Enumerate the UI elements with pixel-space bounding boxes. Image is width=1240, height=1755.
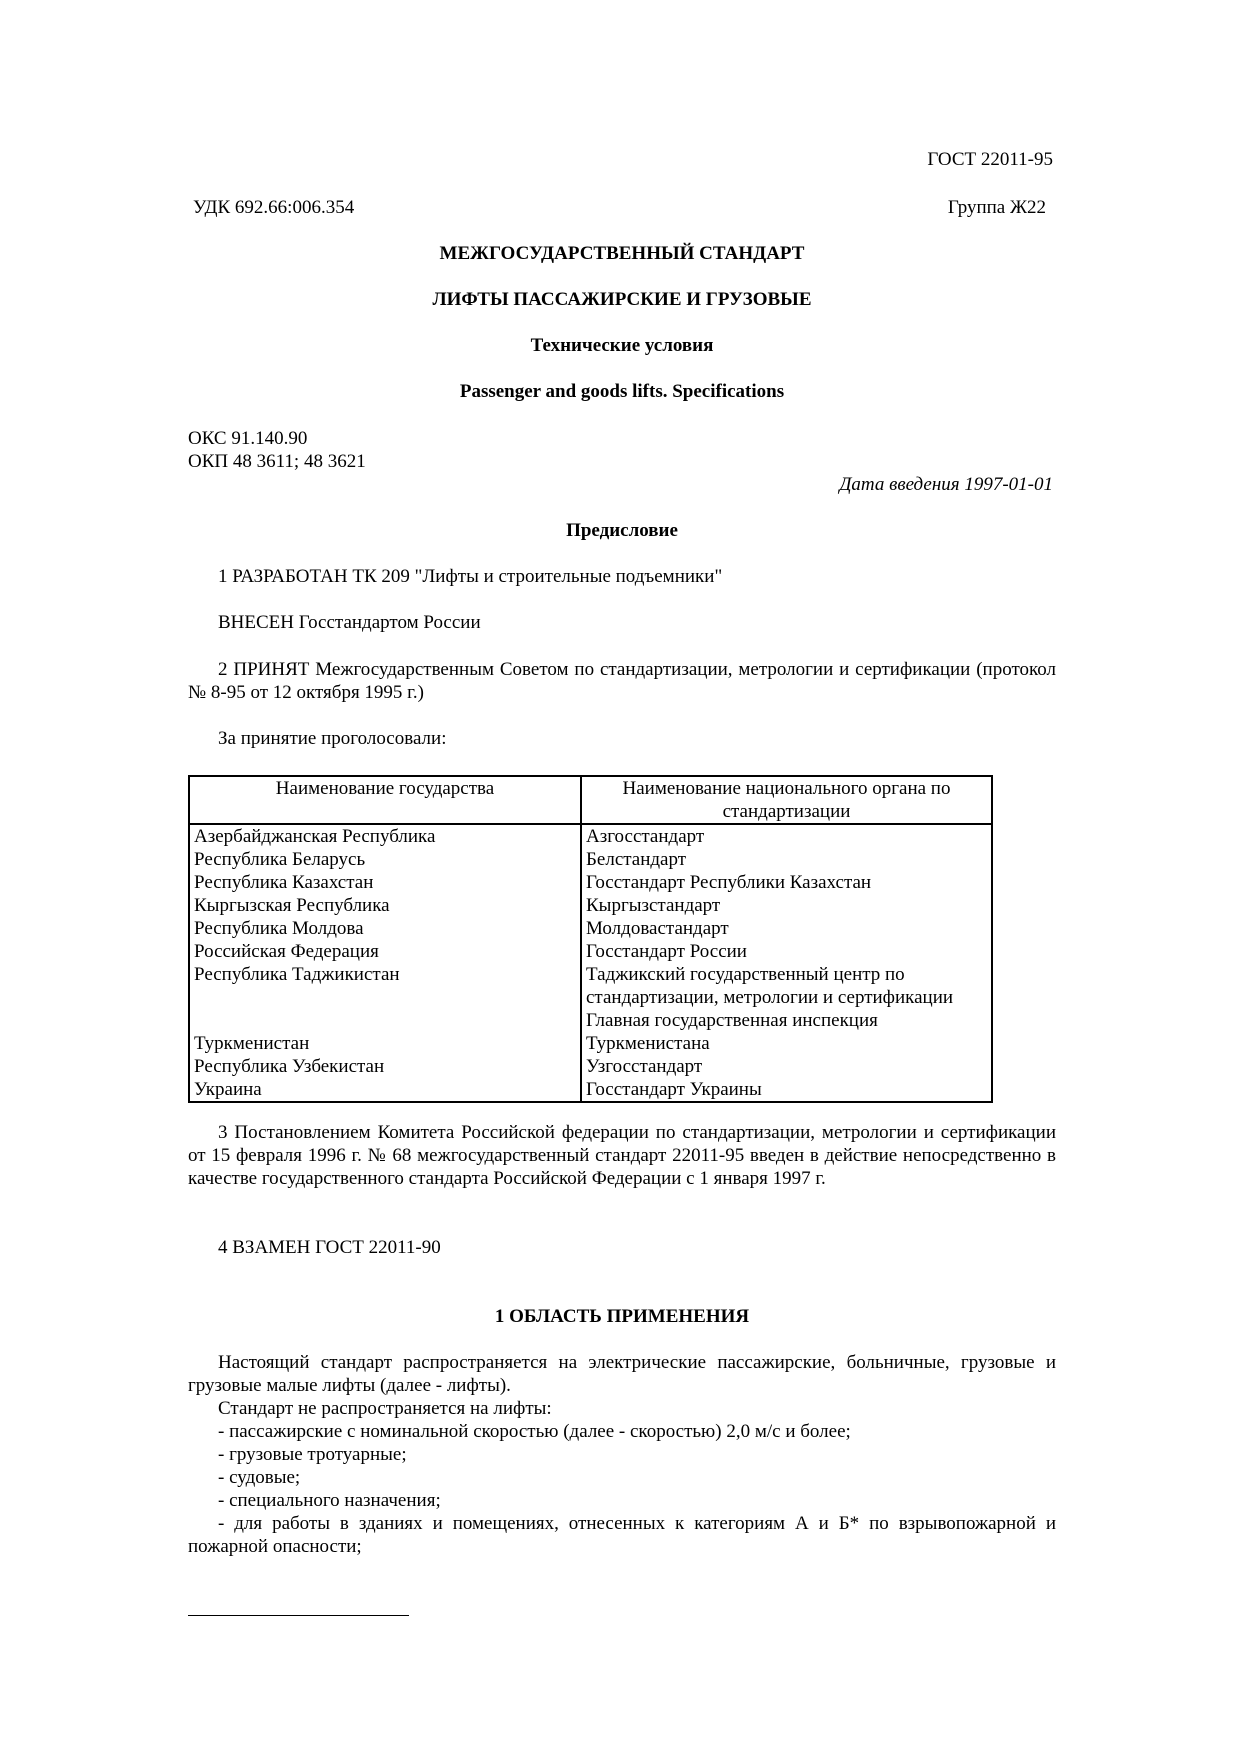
country-cell: Республика Казахстан bbox=[189, 871, 581, 894]
header-standards-body: Наименование национального органа по стандартизации bbox=[581, 776, 992, 824]
table-row bbox=[189, 917, 992, 940]
table-header-row bbox=[189, 776, 992, 824]
country-cell: Российская Федерация bbox=[189, 940, 581, 963]
list-item: - судовые; bbox=[218, 1467, 301, 1488]
preface-heading: Предисловие bbox=[566, 520, 678, 541]
table-row bbox=[189, 963, 992, 1009]
introduction-date: Дата введения 1997-01-01 bbox=[839, 474, 1053, 495]
body-cell: Белстандарт bbox=[581, 848, 992, 871]
body-cell: Госстандарт России bbox=[581, 940, 992, 963]
country-cell: Республика Узбекистан bbox=[189, 1055, 581, 1078]
body-cell: Госстандарт Украины bbox=[581, 1078, 992, 1102]
body-cell: Узгосстандарт bbox=[581, 1055, 992, 1078]
body-cell: Главная государственная инспекция Туркменистана bbox=[581, 1009, 992, 1055]
list-item: - пассажирские с номинальной скоростью (далее - скоростью) 2,0 м/с и более; bbox=[218, 1421, 851, 1442]
preface-item-introduced: ВНЕСЕН Госстандартом России bbox=[218, 612, 481, 633]
country-cell: Республика Таджикистан bbox=[189, 963, 581, 1009]
table-row bbox=[189, 824, 992, 848]
table-row bbox=[189, 894, 992, 917]
body-cell: Молдовастандарт bbox=[581, 917, 992, 940]
preface-item-2: 2 ПРИНЯТ Межгосударственным Советом по стандартизации, метрологии и сертификации (протокол № 8-95 от 12 октября 1995 г.) bbox=[188, 659, 1056, 703]
header-country: Наименование государства bbox=[189, 776, 581, 824]
preface-voted-label: За принятие проголосовали: bbox=[218, 728, 447, 749]
udk-code: УДК 692.66:006.354 bbox=[193, 197, 355, 218]
country-cell: Кыргызская Республика bbox=[189, 894, 581, 917]
preface-item-3: 3 Постановлением Комитета Российской федерации по стандартизации, метрологии и сертификации от 15 февраля 1996 г. № 68 межгосударственный стандарт 22011-95 введен в действие непосредственно в качестве государственного стандарта Российской Федерации с 1 января 1997 г. bbox=[188, 1122, 1056, 1189]
table-row bbox=[189, 1009, 992, 1055]
group-code: Группа Ж22 bbox=[947, 197, 1046, 218]
standard-subtitle: Технические условия bbox=[530, 335, 714, 356]
country-cell: Украина bbox=[189, 1078, 581, 1102]
scope-exclusions-intro: Стандарт не распространяется на лифты: bbox=[218, 1398, 552, 1419]
table-row bbox=[189, 848, 992, 871]
standard-title: ЛИФТЫ ПАССАЖИРСКИЕ И ГРУЗОВЫЕ bbox=[432, 289, 812, 310]
oks-code: ОКС 91.140.90 bbox=[188, 428, 308, 449]
voting-table bbox=[188, 775, 993, 1103]
table-row bbox=[189, 1055, 992, 1078]
country-cell: Азербайджанская Республика bbox=[189, 824, 581, 848]
scope-paragraph: Настоящий стандарт распространяется на электрические пассажирские, больничные, грузовые и грузовые малые лифты (далее - лифты). bbox=[188, 1352, 1056, 1396]
body-cell: Азгосстандарт bbox=[581, 824, 992, 848]
body-cell: Госстандарт Республики Казахстан bbox=[581, 871, 992, 894]
preface-item-1: 1 РАЗРАБОТАН ТК 209 "Лифты и строительные подъемники" bbox=[218, 566, 723, 587]
body-cell: Кыргызстандарт bbox=[581, 894, 992, 917]
body-cell: Таджикский государственный центр по стандартизации, метрологии и сертификации bbox=[581, 963, 992, 1009]
country-cell: Республика Беларусь bbox=[189, 848, 581, 871]
standard-type: МЕЖГОСУДАРСТВЕННЫЙ СТАНДАРТ bbox=[439, 243, 805, 264]
country-cell: Туркменистан bbox=[189, 1009, 581, 1055]
standard-title-english: Passenger and goods lifts. Specifications bbox=[459, 381, 785, 402]
table-row bbox=[189, 940, 992, 963]
gost-number: ГОСТ 22011-95 bbox=[927, 149, 1053, 170]
okp-code: ОКП 48 3611; 48 3621 bbox=[188, 451, 366, 472]
list-item: - специального назначения; bbox=[218, 1490, 441, 1511]
country-cell: Республика Молдова bbox=[189, 917, 581, 940]
footnote-divider bbox=[188, 1615, 409, 1616]
list-item: - для работы в зданиях и помещениях, отнесенных к категориям А и Б* по взрывопожарной и пожарной опасности; bbox=[188, 1513, 1056, 1557]
table-row bbox=[189, 1078, 992, 1102]
preface-item-4: 4 ВЗАМЕН ГОСТ 22011-90 bbox=[218, 1237, 441, 1258]
list-item: - грузовые тротуарные; bbox=[218, 1444, 407, 1465]
table-row bbox=[189, 871, 992, 894]
section-1-heading: 1 ОБЛАСТЬ ПРИМЕНЕНИЯ bbox=[494, 1306, 750, 1327]
